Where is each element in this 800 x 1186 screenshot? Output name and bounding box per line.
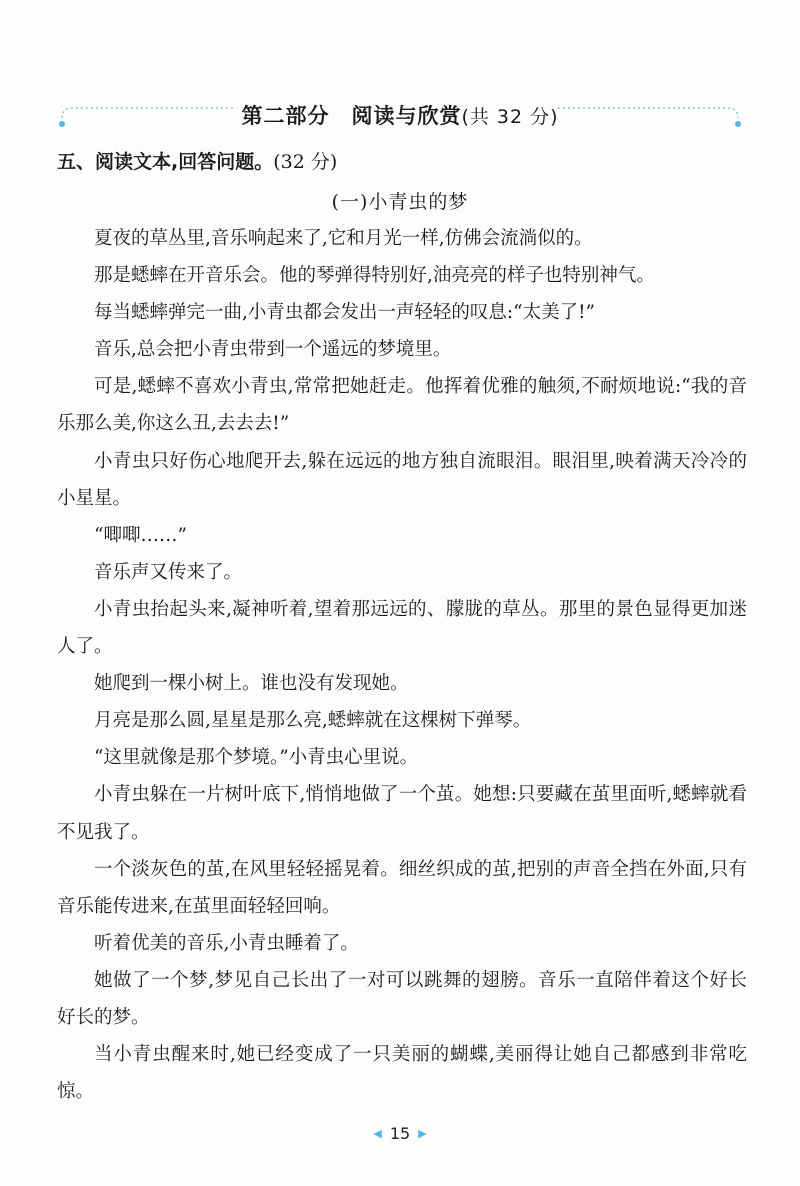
question-title: 五、阅读文本,回答问题。	[57, 151, 274, 173]
paragraph: 小青虫躲在一片树叶底下,悄悄地做了一个茧。她想:只要藏在茧里面听,蟋蟀就看不见我了。	[57, 784, 747, 843]
paragraph: 音乐声又传来了。	[94, 561, 243, 583]
passage-body	[57, 220, 747, 1110]
paragraph: 音乐,总会把小青虫带到一个遥远的梦境里。	[94, 339, 452, 361]
paragraph: 小青虫只好伤心地爬开去,躲在远远的地方独自流眼泪。眼泪里,映着满天冷冷的小星星。	[57, 450, 747, 509]
paragraph: 她爬到一棵小树上。谁也没有发现她。	[94, 673, 409, 695]
paragraph: 她做了一个梦,梦见自己长出了一对可以跳舞的翅膀。音乐一直陪伴着这个好长好长的梦。	[57, 969, 747, 1028]
paragraph: 那是蟋蟀在开音乐会。他的琴弹得特别好,油亮亮的样子也特别神气。	[94, 265, 655, 287]
paragraph: “唧唧……”	[94, 524, 187, 546]
paragraph: “这里就像是那个梦境。”小青虫心里说。	[94, 747, 419, 769]
paragraph: 听着优美的音乐,小青虫睡着了。	[94, 932, 359, 954]
paragraph: 每当蟋蟀弹完一曲,小青虫都会发出一声轻轻的叹息:“太美了!”	[94, 302, 595, 324]
question-heading	[57, 147, 337, 174]
page-number: 15	[389, 1124, 411, 1143]
section-points: (共 32 分)	[461, 106, 559, 128]
paragraph: 一个淡灰色的茧,在风里轻轻摇晃着。细丝织成的茧,把别的声音全挡在外面,只有音乐能传进来,在茧里面轻轻回响。	[57, 858, 747, 917]
paragraph: 当小青虫醒来时,她已经变成了一只美丽的蝴蝶,美丽得让她自己都感到非常吃惊。	[57, 1044, 747, 1103]
question-score: (32 分)	[273, 151, 338, 173]
passage-title: (一)小青虫的梦	[331, 191, 469, 213]
next-arrow-icon: ▶	[418, 1127, 427, 1140]
paragraph: 可是,蟋蟀不喜欢小青虫,常常把她赶走。他挥着优雅的触须,不耐烦地说:“我的音乐那么美,你这么丑,去去去!”	[57, 376, 747, 435]
prev-arrow-icon: ◀	[373, 1127, 382, 1140]
paragraph: 月亮是那么圆,星星是那么亮,蟋蟀就在这棵树下弹琴。	[94, 710, 532, 732]
paragraph: 夏夜的草丛里,音乐响起来了,它和月光一样,仿佛会流淌似的。	[94, 228, 593, 249]
section-header	[0, 88, 800, 140]
section-title-text: 第二部分 阅读与欣赏	[241, 104, 462, 128]
section-title	[0, 100, 800, 130]
page-footer	[0, 1124, 800, 1143]
paragraph: 小青虫抬起头来,凝神听着,望着那远远的、朦胧的草丛。那里的景色显得更加迷人了。	[57, 598, 747, 658]
